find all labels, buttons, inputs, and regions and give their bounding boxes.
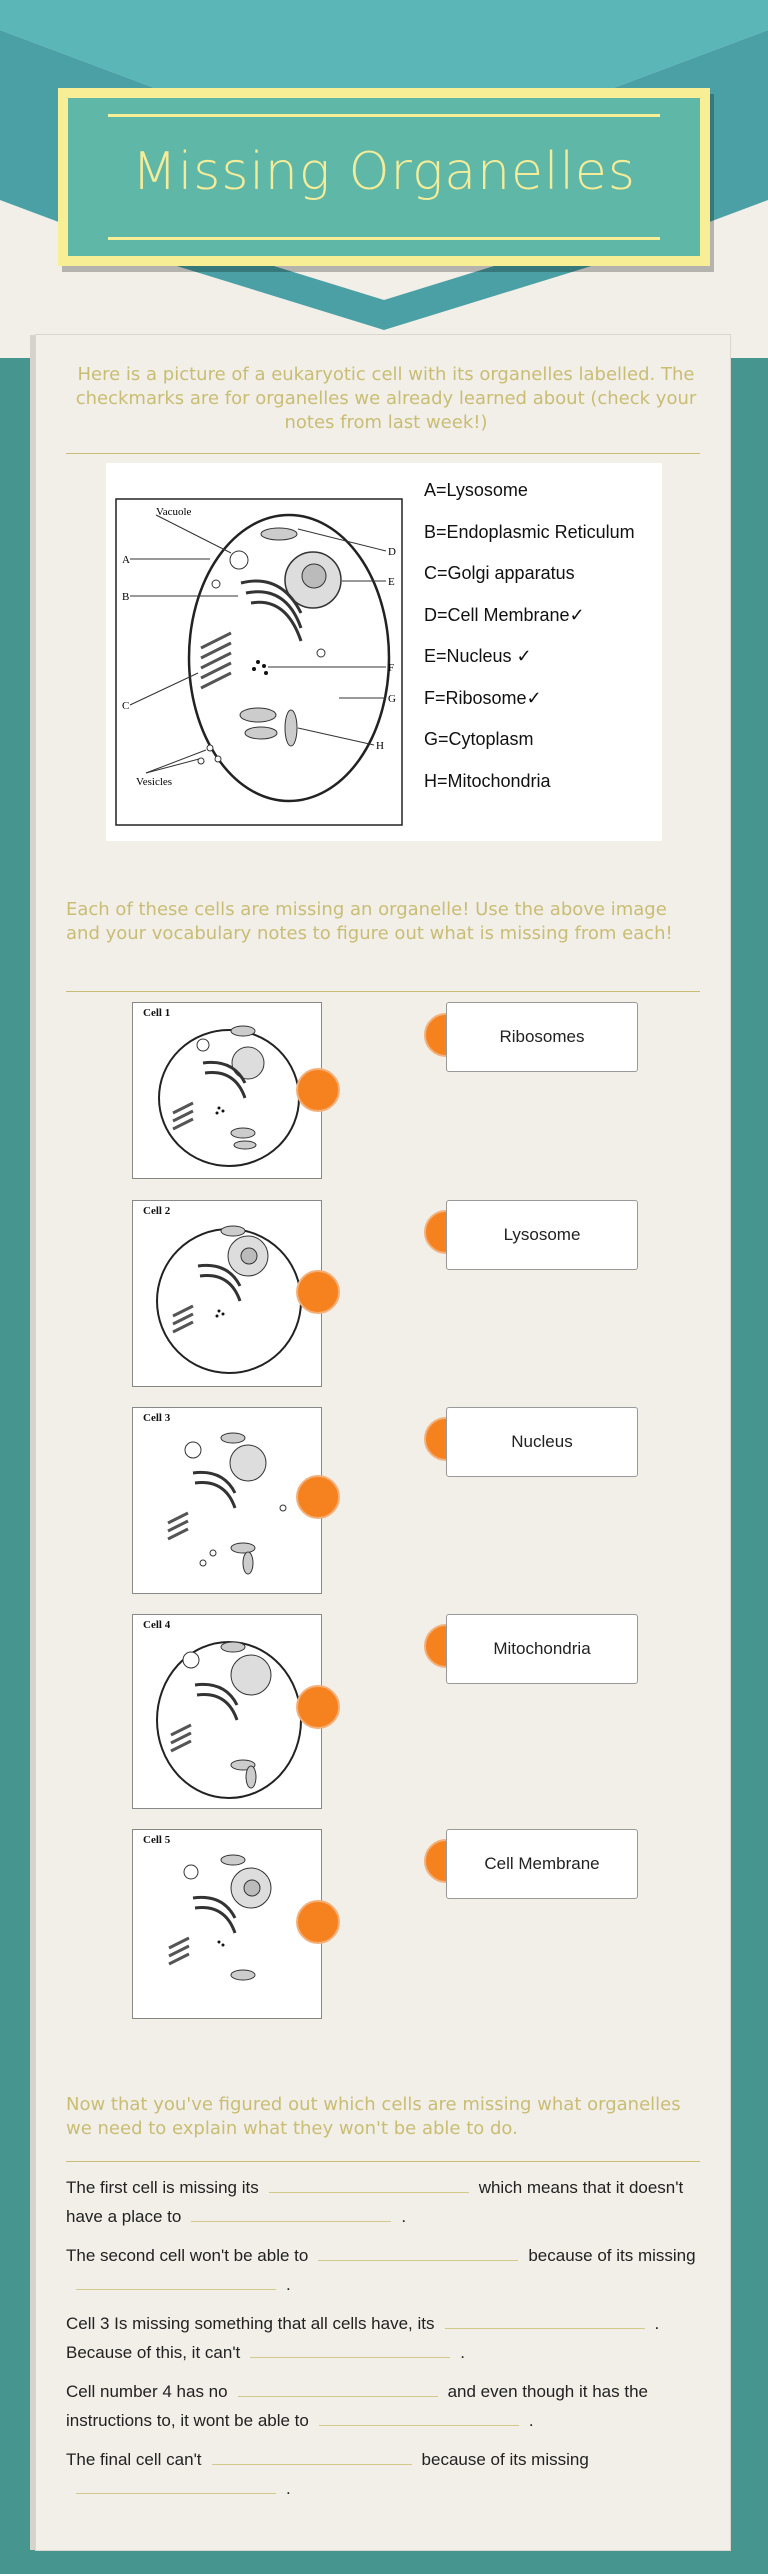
legend-item-e: E=Nucleus ✓ [424, 646, 532, 666]
legend-item-c: C=Golgi apparatus [424, 563, 575, 583]
sentence-5-part-c: . [286, 2479, 291, 2498]
header-divider-top [108, 114, 660, 117]
sentence-1-part-c: . [401, 2207, 407, 2226]
cell-label: Cell 2 [143, 1205, 171, 1217]
blank-1a[interactable] [269, 2175, 469, 2193]
intro-text: Here is a picture of a eukaryotic cell with its organelles labelled. The checkmarks are for organelles we already learned about (check your notes from last week!) [75, 364, 697, 433]
cell-3-drawing [133, 1408, 321, 1593]
blank-4a[interactable] [238, 2379, 438, 2397]
blank-2a[interactable] [318, 2243, 518, 2261]
cell-image-3 [132, 1407, 322, 1594]
cell-label: Cell 1 [143, 1007, 171, 1019]
worksheet-paper [36, 335, 730, 2550]
legend-item-d: D=Cell Membrane✓ [424, 604, 585, 625]
match-connector-cell-4[interactable] [296, 1685, 340, 1729]
diagram-label-vacuole: Vacuole [156, 506, 192, 518]
divider [66, 453, 700, 454]
cell-1-drawing [133, 1003, 321, 1178]
cell-2-drawing [133, 1201, 321, 1386]
legend-item-a: A=Lysosome [424, 480, 528, 500]
sentence-1-part-a: The first cell is missing its [66, 2178, 259, 2197]
sentence-3-part-b: . Because of this, it can't [66, 2314, 660, 2362]
sentence-3-part-c: . [460, 2343, 466, 2362]
cell-4-drawing [133, 1615, 321, 1808]
matching-instructions: Each of these cells are missing an organelle! Use the above image and your vocabulary notes to figure out what is missing from each! [66, 899, 673, 944]
divider [66, 2161, 700, 2162]
cell-diagram-panel [106, 463, 662, 841]
sentence-2-part-b: because of its missing [528, 2246, 696, 2265]
sentence-3 [66, 2309, 706, 2367]
sentence-5 [66, 2445, 706, 2503]
cell-image-1 [132, 1002, 322, 1179]
match-connector-cell-3[interactable] [296, 1475, 340, 1519]
sentence-2-part-a: The second cell won't be able to [66, 2246, 309, 2265]
sentence-2 [66, 2241, 706, 2299]
header-divider-bottom [108, 237, 660, 240]
blank-5b[interactable] [76, 2476, 276, 2494]
diagram-label-e: E [388, 576, 395, 588]
sentence-1-part-b: which means that it doesn't have a place to [66, 2178, 684, 2226]
fill-in-sentences [66, 2173, 706, 2513]
diagram-label-h: H [376, 740, 384, 752]
sentence-4-part-c: . [528, 2411, 534, 2430]
header-card [58, 88, 710, 266]
sentence-4-part-b: and even though it has the instructions to, it wont be able to [66, 2382, 648, 2430]
cell-image-5 [132, 1829, 322, 2019]
sentence-2-part-c: . [286, 2275, 291, 2294]
match-connector-cell-2[interactable] [296, 1270, 340, 1314]
legend-item-f: F=Ribosome✓ [424, 687, 542, 708]
diagram-label-c: C [122, 700, 130, 712]
header-inner [68, 98, 700, 256]
sentence-5-part-b: because of its missing [421, 2450, 589, 2469]
sentence-1 [66, 2173, 706, 2231]
sentence-3-part-a: Cell 3 Is missing something that all cells have, its [66, 2314, 435, 2333]
diagram-label-f: F [388, 662, 395, 674]
sentence-4 [66, 2377, 706, 2435]
explain-instructions: Now that you've figured out which cells are missing what organelles we need to explain what they won't be able to do. [66, 2094, 681, 2139]
sentence-4-part-a: Cell number 4 has no [66, 2382, 228, 2401]
answer-lysosome[interactable]: Lysosome [446, 1200, 638, 1270]
legend-item-b: B=Endoplasmic Reticulum [424, 521, 635, 542]
diagram-label-a: A [122, 554, 130, 566]
blank-2b[interactable] [76, 2272, 276, 2290]
match-connector-cell-1[interactable] [296, 1068, 340, 1112]
blank-5a[interactable] [212, 2447, 412, 2465]
page-title: Missing Organelles [131, 142, 637, 202]
cell-image-4 [132, 1614, 322, 1809]
legend-item-h: H=Mitochondria [424, 770, 551, 791]
answer-ribosomes[interactable]: Ribosomes [446, 1002, 638, 1072]
blank-3a[interactable] [445, 2311, 645, 2329]
answer-cell-membrane[interactable]: Cell Membrane [446, 1829, 638, 1899]
diagram-label-vesicles: Vesicles [136, 776, 173, 788]
cell-label: Cell 3 [143, 1412, 171, 1424]
organelle-legend [424, 477, 635, 809]
diagram-label-b: B [122, 591, 130, 603]
diagram-label-d: D [388, 546, 396, 558]
diagram-label-g: G [388, 693, 396, 705]
match-connector-cell-5[interactable] [296, 1900, 340, 1944]
sentence-5-part-a: The final cell can't [66, 2450, 202, 2469]
cell-label: Cell 4 [143, 1619, 171, 1631]
cell-image-2 [132, 1200, 322, 1387]
eukaryotic-cell-diagram [106, 463, 406, 841]
cell-5-drawing [133, 1830, 321, 2018]
answer-mitochondria[interactable]: Mitochondria [446, 1614, 638, 1684]
blank-1b[interactable] [191, 2204, 391, 2222]
legend-item-g: G=Cytoplasm [424, 729, 534, 749]
answer-nucleus[interactable]: Nucleus [446, 1407, 638, 1477]
blank-3b[interactable] [250, 2340, 450, 2358]
cell-label: Cell 5 [143, 1834, 171, 1846]
divider [66, 991, 700, 992]
blank-4b[interactable] [319, 2408, 519, 2426]
